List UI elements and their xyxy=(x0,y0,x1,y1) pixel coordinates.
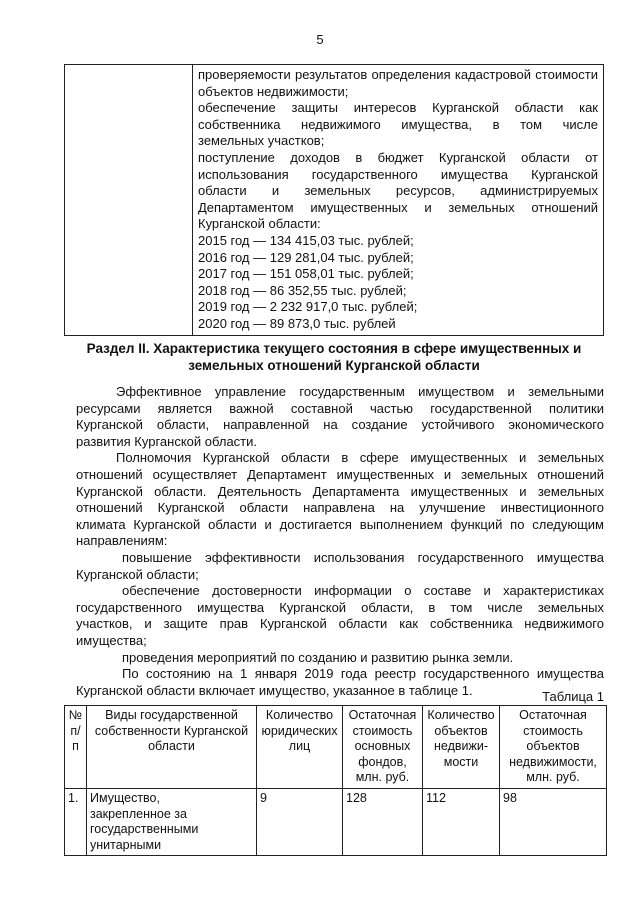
paragraph-line: отношений Курганской области направлена на улучшение инвестиционного xyxy=(76,500,604,516)
empty-cell xyxy=(65,65,193,336)
revenue-2018: 2018 год — 86 352,55 тыс. рублей; xyxy=(198,282,407,298)
revenue-2019: 2019 год — 2 232 917,0 тыс. рублей; xyxy=(198,299,418,315)
table-cell: 112 xyxy=(423,788,500,855)
revenue-2016: 2016 год — 129 281,04 тыс. рублей; xyxy=(198,249,414,265)
paragraph-line: По состоянию на 1 января 2019 года реестр государственного имущества xyxy=(122,666,604,682)
paragraph-line: Эффективное управление государственным имуществом и земельными xyxy=(116,384,604,399)
cell-line: земельных участков; xyxy=(198,133,325,149)
table-cell: Имущество, закрепленное за государственными унитарными xyxy=(87,788,257,855)
cell-line: собственника недвижимого имущества, в том числе xyxy=(198,116,598,132)
paragraph-line: ресурсами является важной составной частью государственной политики xyxy=(76,400,604,416)
paragraph-line: направлениям: xyxy=(76,533,168,549)
paragraph-line: отношений осуществляет Департамент имущественных и земельных отношений xyxy=(76,466,604,482)
col-header-number: № п/п xyxy=(65,706,87,789)
paragraph-line: климата Курганской области и достигается выполнением функций по следующим xyxy=(76,516,604,532)
section-title xyxy=(64,340,604,374)
paragraph-line: участков, и защите прав Курганской области как собственника недвижимого xyxy=(76,616,604,632)
revenue-2015: 2015 год — 134 415,03 тыс. рублей; xyxy=(198,232,414,248)
paragraph-line: государственного имущества Курганской области, в том числе земельных xyxy=(76,599,604,615)
paragraph-line: Курганской области включает имущество, указанное в таблице 1. xyxy=(76,682,473,698)
cell-line: области и земельных ресурсов, администрируемых xyxy=(198,183,598,199)
paragraph-line: проведения мероприятий по созданию и развитию рынка земли. xyxy=(122,649,514,665)
table-caption: Таблица 1 xyxy=(542,689,604,704)
col-header-real-estate-value: Остаточная стоимость объектов недвижимости, млн. руб. xyxy=(500,706,607,789)
paragraph-line: обеспечение достоверности информации о составе и характеристиках xyxy=(122,583,604,599)
cell-line: использования государственного имущества Курганской xyxy=(198,166,598,182)
section-title-line: земельных отношений Курганской области xyxy=(188,358,480,373)
property-table xyxy=(64,705,607,856)
paragraph-line: имущества; xyxy=(76,632,147,648)
paragraph-line: Курганской области; xyxy=(76,566,199,582)
paragraph-line: повышение эффективности использования государственного имущества xyxy=(122,549,604,565)
paragraph-line: Курганской области, направленной на создание устойчивого экономического xyxy=(76,417,604,433)
cell-line: Департаментом имущественных и земельных отношений xyxy=(198,199,598,215)
revenue-2017: 2017 год — 151 058,01 тыс. рублей; xyxy=(198,266,414,282)
col-header-fixed-assets-value: Остаточная стоимость основных фондов, млн. руб. xyxy=(343,706,423,789)
continuation-table xyxy=(64,64,604,336)
revenue-2020: 2020 год — 89 873,0 тыс. рублей xyxy=(198,315,396,331)
table-row xyxy=(65,788,607,855)
cell-line: обеспечение защиты интересов Курганской области как xyxy=(198,100,598,116)
cell-line: объектов недвижимости; xyxy=(198,83,349,99)
cell-line: Курганской области: xyxy=(198,216,321,232)
body-text xyxy=(76,384,604,699)
paragraph-line: развития Курганской области. xyxy=(76,433,258,449)
col-header-property-type: Виды государственной собственности Курганской области xyxy=(87,706,257,789)
table-cell: 128 xyxy=(343,788,423,855)
table-cell: 1. xyxy=(65,788,87,855)
col-header-real-estate-count: Количество объектов недвижи- мости xyxy=(423,706,500,789)
cell-line: поступление доходов в бюджет Курганской области от xyxy=(198,149,598,165)
paragraph-line: Курганской области. Деятельность Департамента имущественных и земельных xyxy=(76,483,604,499)
paragraph-line: Полномочия Курганской области в сфере имущественных и земельных xyxy=(116,450,604,466)
targets-cell xyxy=(193,65,604,336)
section-title-line: Раздел II. Характеристика текущего состояния в сфере имущественных и xyxy=(86,341,582,356)
table-cell: 98 xyxy=(500,788,607,855)
table-header-row xyxy=(65,706,607,789)
table-cell: 9 xyxy=(257,788,343,855)
page-number: 5 xyxy=(316,32,324,47)
cell-line: проверяемости результатов определения кадастровой стоимости xyxy=(198,67,598,82)
col-header-legal-entities: Количество юридических лиц xyxy=(257,706,343,789)
